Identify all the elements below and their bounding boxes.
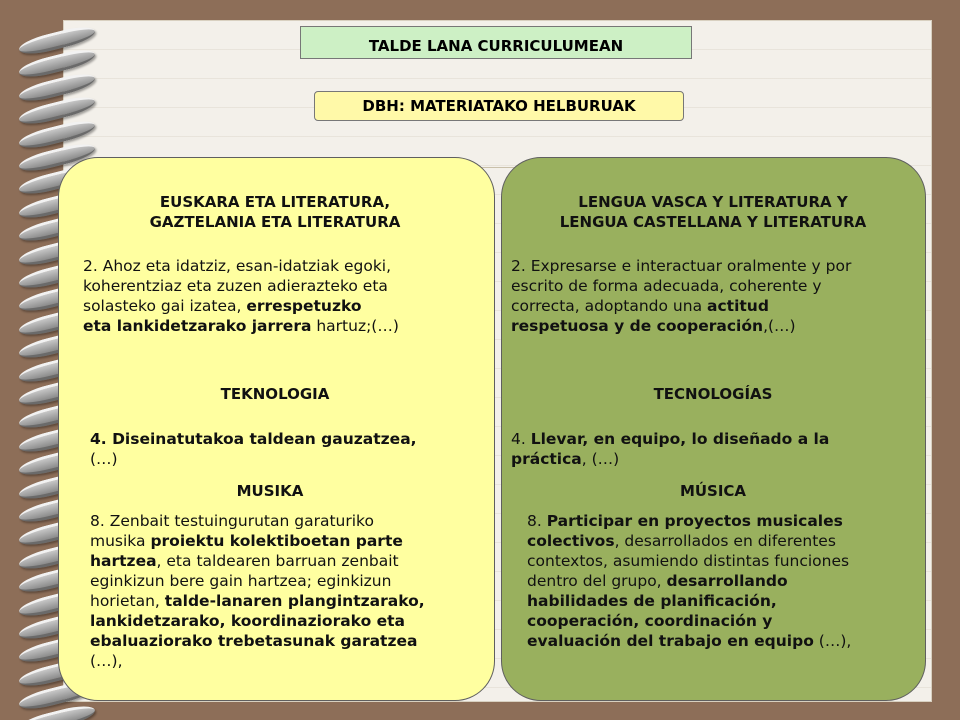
bold-span: eta lankidetzarako jarrera bbox=[83, 317, 312, 335]
text-line bbox=[527, 531, 927, 551]
text-line: eginkizun bere gain hartzea; eginkizun bbox=[90, 572, 392, 590]
bold-span: hartzea bbox=[90, 552, 157, 570]
bold-span: Llevar, en equipo, lo diseñado a la bbox=[530, 430, 830, 448]
left-objective-2 bbox=[83, 256, 493, 336]
left-tech-objective bbox=[90, 429, 490, 469]
right-objective-2 bbox=[511, 256, 931, 336]
right-music-heading: MÚSICA bbox=[679, 482, 747, 500]
bold-span: 4. Diseinatutakoa taldean gauzatzea, bbox=[90, 430, 417, 448]
left-tech-heading: TEKNOLOGIA bbox=[220, 385, 330, 403]
text-span: 8. bbox=[527, 512, 547, 530]
text-line: 2. Ahoz eta idatziz, esan-idatziak egoki, bbox=[83, 257, 392, 275]
text-line bbox=[90, 631, 495, 651]
text-span: hartuz;(…) bbox=[311, 317, 399, 335]
right-music-objective bbox=[527, 511, 927, 651]
bold-span: errespetuzko bbox=[246, 297, 362, 315]
text-line: contextos, asumiendo distintas funciones bbox=[527, 552, 850, 570]
text-line bbox=[527, 571, 927, 591]
text-span: 4. bbox=[511, 430, 531, 448]
text-line bbox=[83, 296, 493, 316]
right-heading-line2: LENGUA CASTELLANA Y LITERATURA bbox=[559, 213, 867, 231]
text-span: musika bbox=[90, 532, 151, 550]
text-line bbox=[527, 511, 927, 531]
right-tech-objective bbox=[511, 429, 916, 469]
bold-span: ebaluaziorako trebetasunak garatzea bbox=[90, 632, 418, 650]
bold-span: respetuosa y de cooperación bbox=[511, 317, 764, 335]
bold-span: talde-lanaren plangintzarako, bbox=[164, 592, 425, 610]
text-line bbox=[83, 316, 493, 336]
text-line: (…) bbox=[90, 450, 118, 468]
left-heading bbox=[60, 192, 490, 232]
text-line bbox=[90, 531, 495, 551]
text-line bbox=[90, 591, 495, 611]
bold-span: proiektu kolektiboetan parte bbox=[150, 532, 403, 550]
text-line bbox=[90, 551, 495, 571]
text-line bbox=[511, 449, 916, 469]
left-music-objective bbox=[90, 511, 495, 671]
text-span: (…), bbox=[813, 632, 852, 650]
bold-span: habilidades de planificación, bbox=[527, 592, 777, 610]
text-line bbox=[527, 631, 927, 651]
text-span: ,(…) bbox=[763, 317, 796, 335]
text-line bbox=[527, 611, 927, 631]
bold-span: lankidetzarako, koordinaziorako eta bbox=[90, 612, 405, 630]
text-span: dentro del grupo, bbox=[527, 572, 667, 590]
text-span: , desarrollados en diferentes bbox=[614, 532, 836, 550]
text-line bbox=[511, 296, 931, 316]
right-heading bbox=[503, 192, 923, 232]
text-line bbox=[511, 429, 916, 449]
text-span: solasteko gai izatea, bbox=[83, 297, 247, 315]
text-line bbox=[527, 591, 927, 611]
text-line bbox=[90, 429, 490, 449]
left-heading-line1: EUSKARA ETA LITERATURA, bbox=[159, 193, 391, 211]
text-span: , eta taldearen barruan zenbait bbox=[156, 552, 399, 570]
text-span: , (…) bbox=[581, 450, 620, 468]
bold-span: actitud bbox=[707, 297, 769, 315]
right-heading-line1: LENGUA VASCA Y LITERATURA Y bbox=[578, 193, 848, 211]
text-line: 2. Expresarse e interactuar oralmente y por bbox=[511, 257, 852, 275]
bold-span: Participar en proyectos musicales bbox=[546, 512, 843, 530]
bold-span: evaluación del trabajo en equipo bbox=[527, 632, 814, 650]
bold-span: colectivos bbox=[527, 532, 615, 550]
text-line bbox=[511, 316, 931, 336]
text-line: koherentziaz eta zuzen adierazteko eta bbox=[83, 277, 388, 295]
page-title: TALDE LANA CURRICULUMEAN bbox=[300, 26, 692, 59]
left-heading-line2: GAZTELANIA ETA LITERATURA bbox=[149, 213, 401, 231]
text-line: 8. Zenbait testuingurutan garaturiko bbox=[90, 512, 374, 530]
text-line bbox=[90, 611, 495, 631]
bold-span: práctica bbox=[511, 450, 582, 468]
text-span: horietan, bbox=[90, 592, 165, 610]
text-line: (…), bbox=[90, 652, 123, 670]
left-music-heading: MUSIKA bbox=[236, 482, 304, 500]
bold-span: cooperación, coordinación y bbox=[527, 612, 773, 630]
text-line: escrito de forma adecuada, coherente y bbox=[511, 277, 822, 295]
text-span: correcta, adoptando una bbox=[511, 297, 708, 315]
bold-span: desarrollando bbox=[666, 572, 788, 590]
right-tech-heading: TECNOLOGÍAS bbox=[653, 385, 773, 403]
subtitle-box: DBH: MATERIATAKO HELBURUAK bbox=[314, 91, 684, 121]
